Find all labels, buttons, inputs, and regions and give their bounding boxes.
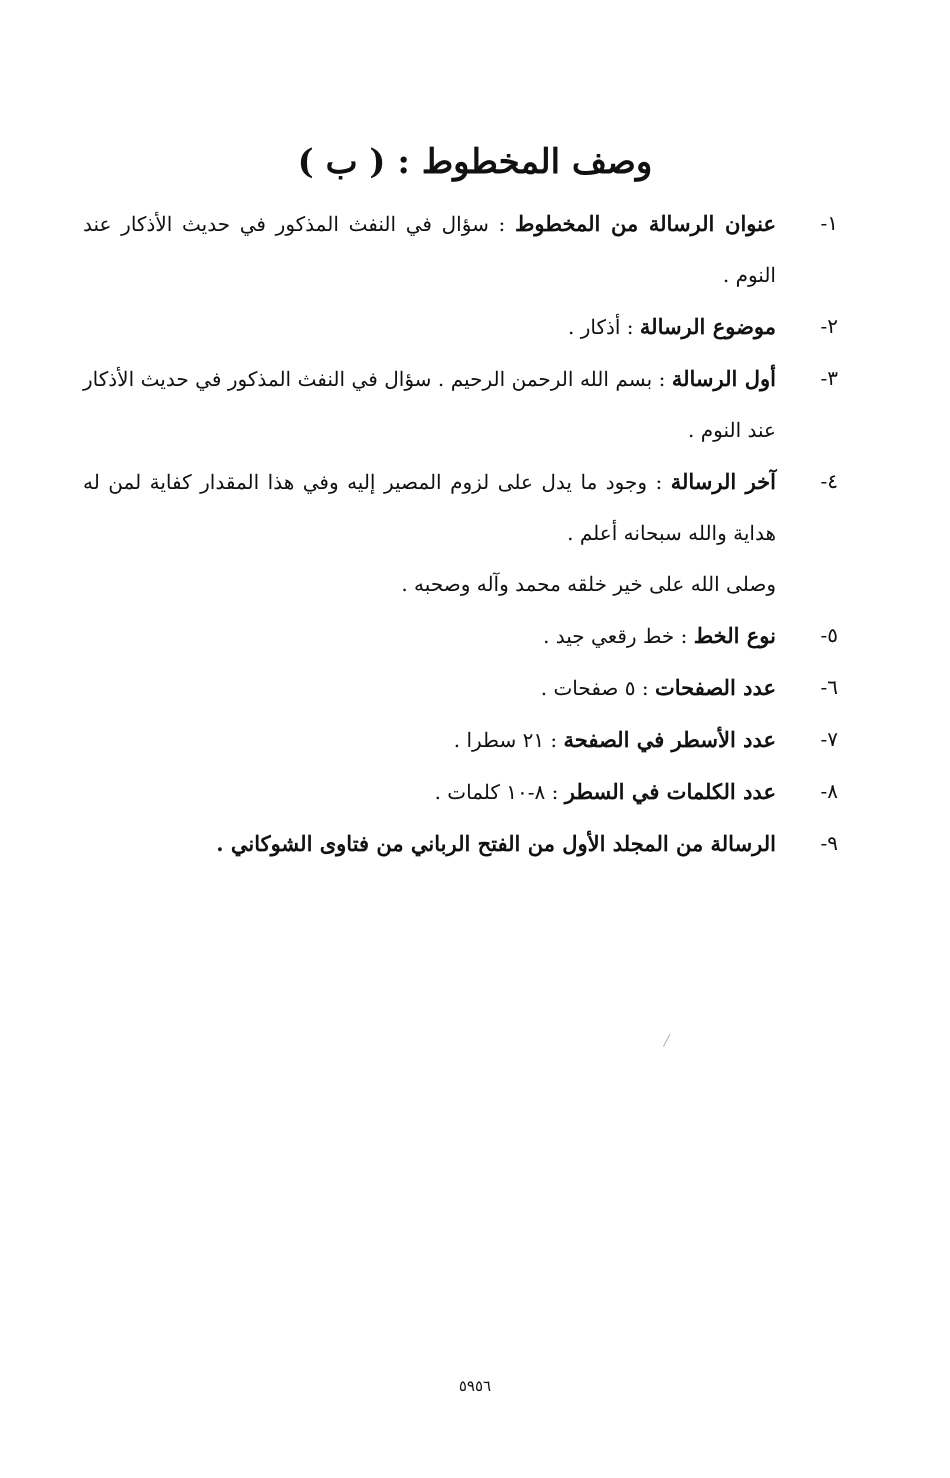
item-value: : ٢١ سطرا . [453, 728, 564, 752]
item-key: موضوع الرسالة [639, 314, 776, 339]
list-item-source-volume [83, 818, 838, 870]
page-number: ٥٩٥٦ [458, 1377, 492, 1395]
item-value: : ٨-١٠ كلمات . [434, 780, 565, 804]
list-item-title [83, 198, 838, 301]
list-item-beginning [83, 353, 838, 456]
list-item-page-count [83, 662, 838, 714]
item-key: عدد الأسطر في الصفحة [563, 727, 776, 752]
manuscript-details-list [83, 198, 838, 870]
item-value: : خط رقعي جيد . [543, 624, 694, 648]
item-value: : وجود ما يدل على لزوم المصير إليه وفي هذا المقدار كفاية لمن له هداية والله سبحانه أعلم . [83, 470, 776, 545]
item-key: أول الرسالة [671, 366, 777, 391]
item-value: : ٥ صفحات . [540, 676, 655, 700]
list-item-words-per-line [83, 766, 838, 818]
item-key: نوع الخط [693, 623, 776, 648]
list-item-lines-per-page [83, 714, 838, 766]
list-item-script-type [83, 610, 838, 662]
item-value: : بسم الله الرحمن الرحيم . سؤال في النفث المذكور في حديث الأذكار عند النوم . [83, 367, 776, 442]
item-key: عدد الصفحات [654, 675, 776, 700]
item-extra-line: وصلى الله على خير خلقه محمد وآله وصحبه . [401, 572, 776, 596]
item-value: : أذكار . [568, 315, 640, 339]
item-number: ٩- [820, 831, 838, 855]
page-title: وصف المخطوط : ( ب ) [297, 142, 653, 182]
item-key: عدد الكلمات في السطر [564, 779, 776, 804]
scan-speck [663, 1034, 673, 1048]
list-item-subject [83, 301, 838, 353]
list-item-ending [83, 456, 838, 610]
item-number: ٦- [820, 675, 838, 699]
item-number: ٥- [820, 623, 838, 647]
item-number: ٣- [820, 366, 838, 390]
item-number: ٢- [820, 314, 838, 338]
item-value: : سؤال في النفث المذكور في حديث الأذكار عند النوم . [83, 212, 776, 287]
item-number: ٧- [820, 727, 838, 751]
item-number: ٨- [820, 779, 838, 803]
item-key: عنوان الرسالة من المخطوط [514, 211, 776, 236]
item-number: ٤- [820, 469, 838, 493]
item-number: ١- [820, 211, 838, 235]
item-full-text: الرسالة من المجلد الأول من الفتح الرباني من فتاوى الشوكاني . [216, 831, 776, 856]
item-key: آخر الرسالة [670, 469, 777, 494]
